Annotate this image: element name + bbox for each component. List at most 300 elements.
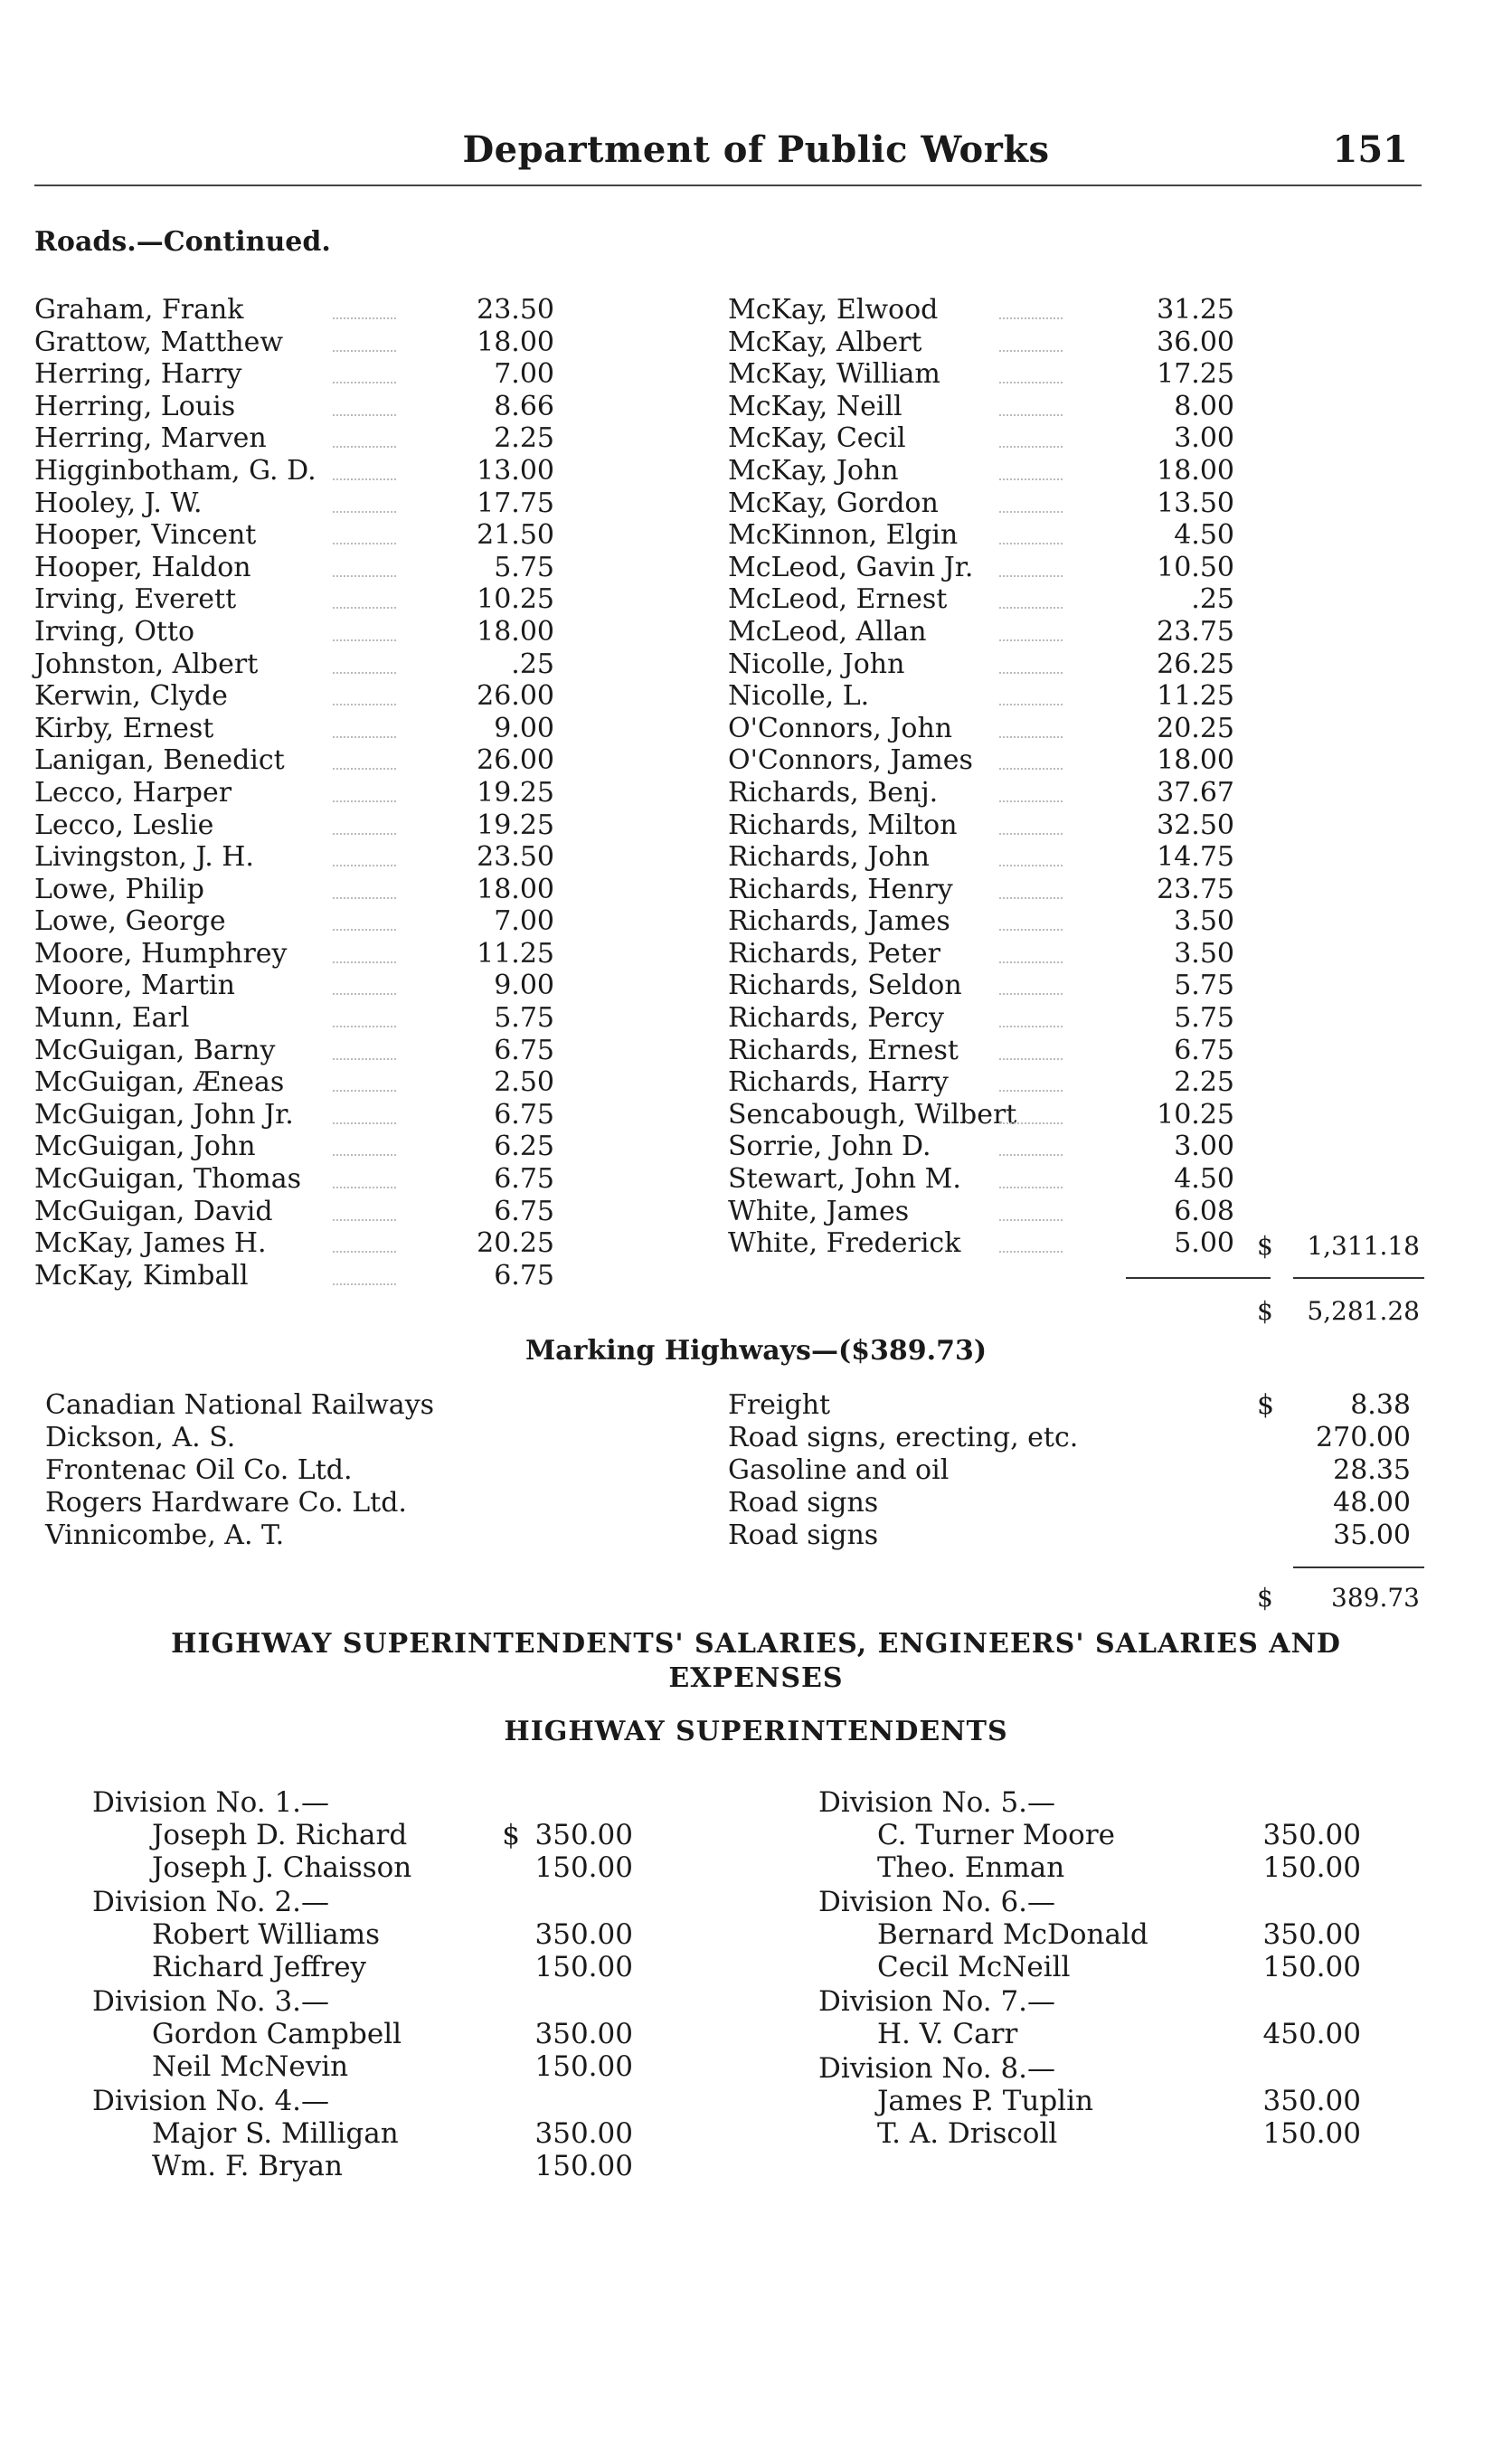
superintendent-name: Robert Williams <box>152 1918 381 1951</box>
payee-name: Irving, Otto <box>34 615 195 648</box>
superintendent-row <box>877 2085 1361 2117</box>
division-label: Division No. 1.— <box>92 1786 330 1819</box>
leader-dots <box>333 1090 396 1092</box>
payee-name: Richards, Seldon <box>728 970 962 1002</box>
amount: 9.00 <box>494 712 554 744</box>
amount: 11.25 <box>477 937 554 970</box>
ledger-row <box>34 1066 554 1099</box>
roads-total <box>1257 1296 1420 1326</box>
leader-dots <box>333 704 396 705</box>
amount: 20.25 <box>1157 712 1234 744</box>
ledger-row <box>34 1002 554 1035</box>
payee-name: Vinnicombe, A. T. <box>45 1519 285 1551</box>
leader-dots <box>999 1122 1063 1124</box>
payee-name: Nicolle, John <box>728 648 905 680</box>
amount: 6.75 <box>494 1163 554 1196</box>
payee-name: Herring, Harry <box>34 358 242 391</box>
payee-name: White, Frederick <box>728 1227 961 1260</box>
payee-name: McKay, James H. <box>34 1227 267 1260</box>
salaries-title-line1: HIGHWAY SUPERINTENDENTS' SALARIES, ENGINEERS' SALARIES AND <box>171 1628 1341 1660</box>
leader-dots <box>999 993 1063 995</box>
salary-amount: 150.00 <box>1262 1851 1361 1884</box>
ledger-row <box>728 777 1234 809</box>
leader-dots <box>999 1219 1063 1221</box>
ledger-row <box>34 294 554 327</box>
amount: 13.50 <box>1157 487 1234 519</box>
payee-name: Richards, Milton <box>728 809 958 841</box>
payee-name: McKay, Cecil <box>728 422 906 455</box>
division-label: Division No. 3.— <box>92 1985 330 2018</box>
payee-name: O'Connors, James <box>728 744 973 777</box>
amount: 18.00 <box>477 326 554 358</box>
ledger-row <box>728 487 1234 520</box>
payee-name: McKay, John <box>728 454 899 487</box>
ledger-row <box>728 1227 1234 1260</box>
superintendent-name: Bernard McDonald <box>877 1918 1148 1951</box>
leader-dots <box>999 961 1063 963</box>
ledger-row <box>728 422 1234 455</box>
payee-name: Lecco, Leslie <box>34 809 214 841</box>
leader-dots <box>333 575 396 577</box>
payee-name: Canadian National Railways <box>45 1389 435 1421</box>
payee-name: McKay, Gordon <box>728 487 939 519</box>
amount: 2.25 <box>494 422 554 455</box>
leader-dots <box>999 800 1063 802</box>
division-label: Division No. 4.— <box>92 2085 330 2117</box>
amount: 36.00 <box>1157 326 1234 358</box>
ledger-row <box>728 455 1234 487</box>
amount: 6.08 <box>1174 1195 1234 1227</box>
amount: 26.25 <box>1157 648 1234 680</box>
ledger-row <box>728 809 1234 842</box>
marking-total-amount: 389.73 <box>1331 1583 1420 1613</box>
amount: 9.00 <box>494 970 554 1002</box>
ledger-row <box>728 938 1234 970</box>
payee-name: McLeod, Gavin Jr. <box>728 551 974 583</box>
salary-amount: 450.00 <box>1262 2018 1361 2050</box>
leader-dots <box>999 1187 1063 1188</box>
payee-name: Dickson, A. S. <box>45 1422 236 1453</box>
division-label: Division No. 5.— <box>818 1786 1056 1819</box>
amount: 18.00 <box>1157 454 1234 487</box>
payee-name: McGuigan, John <box>34 1131 256 1163</box>
amount: 19.25 <box>477 809 554 841</box>
salary-amount: 150.00 <box>534 1951 633 1983</box>
ledger-row <box>34 1099 554 1131</box>
ledger-row <box>34 905 554 938</box>
superintendent-row <box>152 1951 633 1983</box>
leader-dots <box>333 800 396 802</box>
leader-dots <box>333 1026 396 1027</box>
payee-name: Hooper, Vincent <box>34 519 257 552</box>
amount: 21.50 <box>477 519 554 552</box>
leader-dots <box>333 736 396 738</box>
marking-total <box>1257 1583 1420 1613</box>
ledger-row <box>728 1035 1234 1067</box>
ledger-row <box>728 583 1234 616</box>
amount: 26.00 <box>477 744 554 777</box>
superintendent-row <box>877 1819 1361 1851</box>
marking-row <box>45 1519 1411 1552</box>
leader-dots <box>333 1154 396 1156</box>
salaries-title-line2: EXPENSES <box>668 1662 844 1694</box>
superintendent-name: Cecil McNeill <box>877 1951 1071 1983</box>
payee-name: Richards, John <box>728 841 930 874</box>
salary-amount: 350.00 <box>1262 1819 1361 1851</box>
superintendent-name: C. Turner Moore <box>877 1819 1116 1851</box>
currency-sign: $ <box>502 1819 520 1851</box>
superintendent-row <box>152 1851 633 1884</box>
payee-name: Livingston, J. H. <box>34 841 254 874</box>
payee-name: McGuigan, Thomas <box>34 1163 302 1196</box>
amount: 8.66 <box>494 390 554 422</box>
ledger-row <box>728 1131 1234 1163</box>
leader-dots <box>999 897 1063 899</box>
amount: 5.75 <box>1174 970 1234 1002</box>
amount: 6.75 <box>1174 1034 1234 1066</box>
leader-dots <box>333 1251 396 1253</box>
ledger-row <box>728 648 1234 681</box>
salary-amount: 150.00 <box>534 2050 633 2083</box>
ledger-row <box>34 552 554 584</box>
salary-amount: 150.00 <box>534 1851 633 1884</box>
leader-dots <box>999 543 1063 544</box>
superintendent-name: H. V. Carr <box>877 2018 1018 2050</box>
page-number: 151 <box>1332 128 1408 171</box>
marking-row <box>45 1487 1411 1519</box>
amount: 17.75 <box>477 487 554 519</box>
amount: 6.75 <box>494 1195 554 1227</box>
leader-dots <box>999 865 1063 866</box>
leader-dots <box>333 993 396 995</box>
ledger-row <box>728 391 1234 423</box>
payee-name: Kerwin, Clyde <box>34 680 228 713</box>
leader-dots <box>999 1058 1063 1060</box>
leader-dots <box>333 897 396 899</box>
header-rule <box>34 185 1422 186</box>
amount: 6.75 <box>494 1098 554 1131</box>
amount: 23.50 <box>477 294 554 326</box>
amount: 19.25 <box>477 776 554 809</box>
amount: 31.25 <box>1157 294 1234 326</box>
ledger-row <box>728 552 1234 584</box>
salary-amount: 350.00 <box>1262 2085 1361 2117</box>
amount: 7.00 <box>494 905 554 938</box>
leader-dots <box>333 543 396 544</box>
currency-sign: $ <box>1257 1231 1273 1261</box>
leader-dots <box>999 317 1063 319</box>
division-label: Division No. 8.— <box>818 2052 1056 2085</box>
ledger-row <box>34 1227 554 1260</box>
leader-dots <box>333 865 396 866</box>
amount: 270.00 <box>1316 1422 1411 1453</box>
leader-dots <box>333 672 396 674</box>
expense-item: Freight <box>728 1389 831 1421</box>
ledger-row <box>728 680 1234 713</box>
amount: 37.67 <box>1157 776 1234 809</box>
marking-highways-title: Marking Highways—($389.73) <box>524 1335 988 1367</box>
superintendent-row <box>152 2150 633 2182</box>
payee-name: Sorrie, John D. <box>728 1131 931 1163</box>
ledger-row <box>728 519 1234 552</box>
payee-name: Graham, Frank <box>34 294 244 326</box>
leader-dots <box>999 575 1063 577</box>
leader-dots <box>999 382 1063 383</box>
currency-sign: $ <box>1257 1583 1273 1613</box>
amount: 5.75 <box>1174 1002 1234 1035</box>
ledger-row <box>34 648 554 681</box>
roads-left-column <box>34 294 554 1292</box>
total-amount: 5,281.28 <box>1307 1296 1420 1326</box>
salary-amount: 350.00 <box>1262 1918 1361 1951</box>
leader-dots <box>999 1026 1063 1027</box>
amount: 2.50 <box>494 1066 554 1099</box>
payee-name: White, James <box>728 1195 910 1227</box>
salary-amount: 150.00 <box>1262 1951 1361 1983</box>
amount: 3.00 <box>1174 1131 1234 1163</box>
ledger-row <box>34 1196 554 1228</box>
ledger-row <box>728 713 1234 745</box>
amount: 8.38 <box>1350 1389 1411 1421</box>
superintendent-name: James P. Tuplin <box>877 2085 1093 2117</box>
ledger-row <box>34 327 554 359</box>
section-heading: Roads.—Continued. <box>34 226 331 258</box>
payee-name: McGuigan, Æneas <box>34 1066 285 1099</box>
amount: 48.00 <box>1333 1487 1411 1519</box>
ledger-row <box>34 809 554 842</box>
ledger-row <box>728 874 1234 906</box>
payee-name: McKay, Kimball <box>34 1259 249 1292</box>
salary-amount: 150.00 <box>534 2150 633 2182</box>
payee-name: Higginbotham, G. D. <box>34 454 317 487</box>
payee-name: McKinnon, Elgin <box>728 519 959 552</box>
leader-dots <box>333 639 396 641</box>
payee-name: McLeod, Allan <box>728 615 927 648</box>
leader-dots <box>333 511 396 513</box>
amount: .25 <box>511 648 554 680</box>
expense-item: Road signs <box>728 1487 879 1519</box>
amount: 32.50 <box>1157 809 1234 841</box>
ledger-row <box>728 1163 1234 1196</box>
ledger-row <box>34 680 554 713</box>
ledger-row <box>34 391 554 423</box>
payee-name: McGuigan, Barny <box>34 1034 276 1066</box>
leader-dots <box>999 607 1063 609</box>
ledger-row <box>728 970 1234 1002</box>
payee-name: Irving, Everett <box>34 583 237 616</box>
payee-name: Rogers Hardware Co. Ltd. <box>45 1487 407 1519</box>
superintendent-name: Neil McNevin <box>152 2050 349 2083</box>
payee-name: McKay, Albert <box>728 326 922 358</box>
ledger-row <box>34 519 554 552</box>
subtotal-rule-total <box>1293 1277 1424 1279</box>
payee-name: McGuigan, David <box>34 1195 273 1227</box>
ledger-row <box>34 455 554 487</box>
leader-dots <box>999 414 1063 416</box>
payee-name: Lowe, Philip <box>34 873 204 905</box>
salary-amount: 150.00 <box>1262 2117 1361 2150</box>
amount: 5.75 <box>494 1002 554 1035</box>
amount: 28.35 <box>1333 1454 1411 1486</box>
leader-dots <box>333 1058 396 1060</box>
ledger-row <box>34 713 554 745</box>
ledger-row <box>34 1131 554 1163</box>
leader-dots <box>333 446 396 448</box>
leader-dots <box>333 833 396 835</box>
ledger-row <box>728 1002 1234 1035</box>
superintendent-name: Joseph D. Richard <box>152 1819 408 1851</box>
leader-dots <box>333 382 396 383</box>
leader-dots <box>333 929 396 931</box>
leader-dots <box>333 768 396 770</box>
payee-name: Nicolle, L. <box>728 680 870 713</box>
marking-total-rule <box>1293 1566 1424 1568</box>
division-label: Division No. 2.— <box>92 1886 330 1918</box>
superintendent-name: Joseph J. Chaisson <box>152 1851 412 1884</box>
leader-dots <box>999 833 1063 835</box>
expense-item: Road signs, erecting, etc. <box>728 1422 1079 1453</box>
amount: 8.00 <box>1174 390 1234 422</box>
payee-name: Richards, Harry <box>728 1066 949 1099</box>
division-label: Division No. 7.— <box>818 1985 1056 2018</box>
ledger-row <box>34 777 554 809</box>
amount: 3.50 <box>1174 905 1234 938</box>
division-label: Division No. 6.— <box>818 1886 1056 1918</box>
leader-dots <box>999 639 1063 641</box>
payee-name: Richards, Henry <box>728 873 953 905</box>
ledger-row <box>728 905 1234 938</box>
payee-name: Richards, James <box>728 905 950 938</box>
amount: 10.50 <box>1157 551 1234 583</box>
salary-amount: 350.00 <box>534 1918 633 1951</box>
roads-right-column <box>728 294 1234 1260</box>
currency-sign: $ <box>1257 1296 1273 1326</box>
superintendent-row <box>152 2050 633 2083</box>
amount: 23.75 <box>1157 873 1234 905</box>
payee-name: McLeod, Ernest <box>728 583 948 616</box>
salary-amount: 350.00 <box>534 2117 633 2150</box>
leader-dots <box>333 350 396 352</box>
ledger-row <box>728 1066 1234 1099</box>
payee-name: Herring, Marven <box>34 422 267 455</box>
leader-dots <box>999 736 1063 738</box>
ledger-row <box>34 744 554 777</box>
leader-dots <box>999 511 1063 513</box>
page-title: Department of Public Works <box>462 128 1050 171</box>
leader-dots <box>333 961 396 963</box>
ledger-row <box>728 841 1234 874</box>
payee-name: Hooper, Haldon <box>34 551 251 583</box>
leader-dots <box>333 607 396 609</box>
ledger-row <box>34 422 554 455</box>
payee-name: Stewart, John M. <box>728 1163 961 1196</box>
superintendent-name: Richard Jeffrey <box>152 1951 367 1983</box>
ledger-row <box>34 583 554 616</box>
amount: 3.50 <box>1174 937 1234 970</box>
leader-dots <box>999 350 1063 352</box>
amount: 4.50 <box>1174 519 1234 552</box>
leader-dots <box>333 1219 396 1221</box>
leader-dots <box>999 446 1063 448</box>
ledger-row <box>34 358 554 391</box>
ledger-row <box>728 744 1234 777</box>
superintendent-name: Major S. Milligan <box>152 2117 399 2150</box>
expense-item: Road signs <box>728 1519 879 1551</box>
payee-name: Munn, Earl <box>34 1002 190 1035</box>
subtotal-rule-right <box>1126 1277 1271 1279</box>
amount: 7.00 <box>494 358 554 391</box>
payee-name: Moore, Humphrey <box>34 937 288 970</box>
leader-dots <box>999 672 1063 674</box>
amount: 20.25 <box>477 1227 554 1260</box>
leader-dots <box>333 1122 396 1124</box>
amount: 17.25 <box>1157 358 1234 391</box>
leader-dots <box>999 1251 1063 1253</box>
payee-name: McGuigan, John Jr. <box>34 1098 294 1131</box>
ledger-row <box>728 616 1234 648</box>
superintendent-row <box>152 1918 633 1951</box>
superintendent-row <box>152 2117 633 2150</box>
leader-dots <box>333 1187 396 1188</box>
leader-dots <box>999 478 1063 480</box>
payee-name: Grattow, Matthew <box>34 326 284 358</box>
payee-name: Kirby, Ernest <box>34 712 214 744</box>
amount: 23.50 <box>477 841 554 874</box>
leader-dots <box>333 317 396 319</box>
ledger-row <box>34 616 554 648</box>
ledger-row <box>34 938 554 970</box>
amount: 2.25 <box>1174 1066 1234 1099</box>
ledger-row <box>34 970 554 1002</box>
payee-name: Richards, Benj. <box>728 776 939 809</box>
superintendent-row <box>877 2117 1361 2150</box>
ledger-row <box>34 1163 554 1196</box>
leader-dots <box>999 768 1063 770</box>
amount: 13.00 <box>477 454 554 487</box>
amount: 10.25 <box>477 583 554 616</box>
superintendent-row <box>877 2018 1361 2050</box>
payee-name: McKay, William <box>728 358 940 391</box>
amount: 11.25 <box>1157 680 1234 713</box>
superintendent-name: Theo. Enman <box>877 1851 1065 1884</box>
amount: 18.00 <box>477 615 554 648</box>
amount: 10.25 <box>1157 1098 1234 1131</box>
leader-dots <box>333 478 396 480</box>
amount: 18.00 <box>1157 744 1234 777</box>
payee-name: Lanigan, Benedict <box>34 744 285 777</box>
roads-subtotal <box>1257 1231 1420 1261</box>
payee-name: McKay, Elwood <box>728 294 939 326</box>
ledger-row <box>34 841 554 874</box>
amount: 18.00 <box>477 873 554 905</box>
ledger-row <box>34 874 554 906</box>
leader-dots <box>333 414 396 416</box>
payee-name: Richards, Ernest <box>728 1034 959 1066</box>
superintendents-subtitle: HIGHWAY SUPERINTENDENTS <box>504 1716 1008 1747</box>
amount: .25 <box>1191 583 1234 616</box>
superintendent-row <box>877 1918 1361 1951</box>
superintendent-name: Wm. F. Bryan <box>152 2150 343 2182</box>
ledger-row <box>34 1260 554 1292</box>
amount: 6.75 <box>494 1259 554 1292</box>
leader-dots <box>999 929 1063 931</box>
leader-dots <box>999 1090 1063 1092</box>
payee-name: Richards, Percy <box>728 1002 944 1035</box>
salary-amount: 350.00 <box>534 2018 633 2050</box>
superintendent-row <box>152 2018 633 2050</box>
marking-row <box>45 1454 1411 1487</box>
amount: 35.00 <box>1333 1519 1411 1551</box>
